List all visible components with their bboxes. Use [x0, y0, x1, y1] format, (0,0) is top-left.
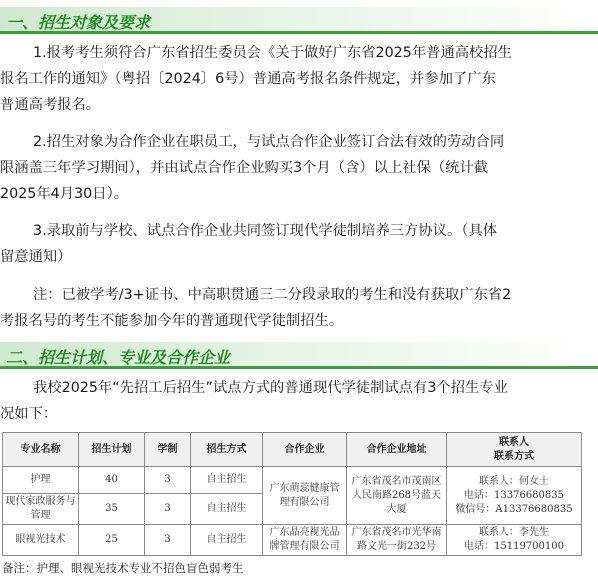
- cell-method: 自主招生: [191, 467, 263, 494]
- cell-plan: 40: [79, 467, 145, 494]
- cell-years: 3: [145, 525, 191, 556]
- table-footnote: 备注：护理、眼视光技术专业不招色盲色弱考生: [2, 561, 244, 575]
- section-title: 一、招生对象及要求: [6, 13, 151, 32]
- table-header-row: [3, 433, 582, 467]
- contact-phone: 电话：13376680835: [464, 489, 564, 501]
- paragraph-line: 2.招生对象为合作企业在职员工，与试点合作企业签订合法有效的劳动合同: [33, 134, 505, 150]
- cell-address: 广东省茂名市光华南路文光一街232号: [347, 525, 447, 556]
- header-contact-person: 联系人: [499, 436, 529, 448]
- header-company: 合作企业: [263, 433, 347, 467]
- paragraph-line: 3.录取前与学校、试点合作企业共同签订现代学徒制培养三方协议。（具体: [33, 223, 497, 239]
- paragraph-line: 注：已被学考/3+证书、中高职贯通三二分段录取的考生和没有获取广东省2: [33, 287, 512, 303]
- paragraph-line: 况如下：: [0, 406, 58, 422]
- section-1-body: [0, 218, 598, 270]
- section-1-body: [0, 40, 598, 118]
- contact-wechat: 微信号：A13376680835: [455, 503, 573, 515]
- paragraph-line: 2025年4月30日）。: [0, 186, 129, 202]
- section-1-body: [0, 129, 598, 207]
- paragraph-line: 普通高考报名。: [0, 97, 101, 113]
- header-contact: [447, 433, 582, 467]
- paragraph-line: 报名工作的通知》（粤招〔2024〕6号）普通高考报名条件规定，并参加了广东: [0, 71, 496, 87]
- header-plan: 招生计划: [79, 433, 145, 467]
- header-contact-method: 联系方式: [494, 450, 534, 462]
- cell-major: 现代家政服务与管理: [3, 494, 79, 525]
- section-title: 二、招生计划、专业及合作企业: [6, 348, 231, 367]
- cell-plan: 35: [79, 494, 145, 525]
- contact-phone: 电话：15119700100: [464, 541, 564, 552]
- cell-major: 护理: [3, 467, 79, 494]
- cell-years: 3: [145, 494, 191, 525]
- paragraph-line: 留意通知）: [0, 249, 72, 265]
- header-address: 合作企业地址: [347, 433, 447, 467]
- paragraph-line: 1.报考考生须符合广东省招生委员会《关于做好广东省2025年普通高校招生: [33, 45, 512, 61]
- header-method: 招生方式: [191, 433, 263, 467]
- cell-company: 广东萌蕊健康管理有限公司: [263, 467, 347, 525]
- cell-major: 眼视光技术: [3, 525, 79, 556]
- paragraph-line: 考报名号的考生不能参加今年的普通现代学徒制招生。: [0, 313, 344, 329]
- cell-method: 自主招生: [191, 525, 263, 556]
- table-row: [3, 467, 582, 494]
- table-row: [3, 525, 582, 556]
- section-heading-2: [0, 342, 598, 369]
- note-paragraph: [0, 282, 598, 334]
- cell-contact: [447, 525, 582, 556]
- section-heading-1: [0, 7, 598, 34]
- section-2-body: [0, 375, 598, 427]
- cell-contact: [447, 467, 582, 525]
- contact-person: 联系人：李先生: [479, 527, 549, 538]
- cell-years: 3: [145, 467, 191, 494]
- cell-company: 广东晶亮视光品牌管理有限公司: [263, 525, 347, 556]
- enrollment-plan-table: [2, 432, 582, 556]
- header-major: 专业名称: [3, 433, 79, 467]
- cell-method: 自主招生: [191, 494, 263, 525]
- contact-person: 联系人：何女士: [479, 475, 549, 487]
- cell-plan: 25: [79, 525, 145, 556]
- header-years: 学制: [145, 433, 191, 467]
- paragraph-line: 限涵盖三年学习期间），并由试点合作企业购买3个月（含）以上社保（统计截: [0, 160, 489, 176]
- paragraph-line: 我校2025年“先招工后招生”试点方式的普通现代学徒制试点有3个招生专业: [33, 380, 508, 396]
- cell-address: 广东省茂名市茂南区人民南路268号蓝天大厦: [347, 467, 447, 525]
